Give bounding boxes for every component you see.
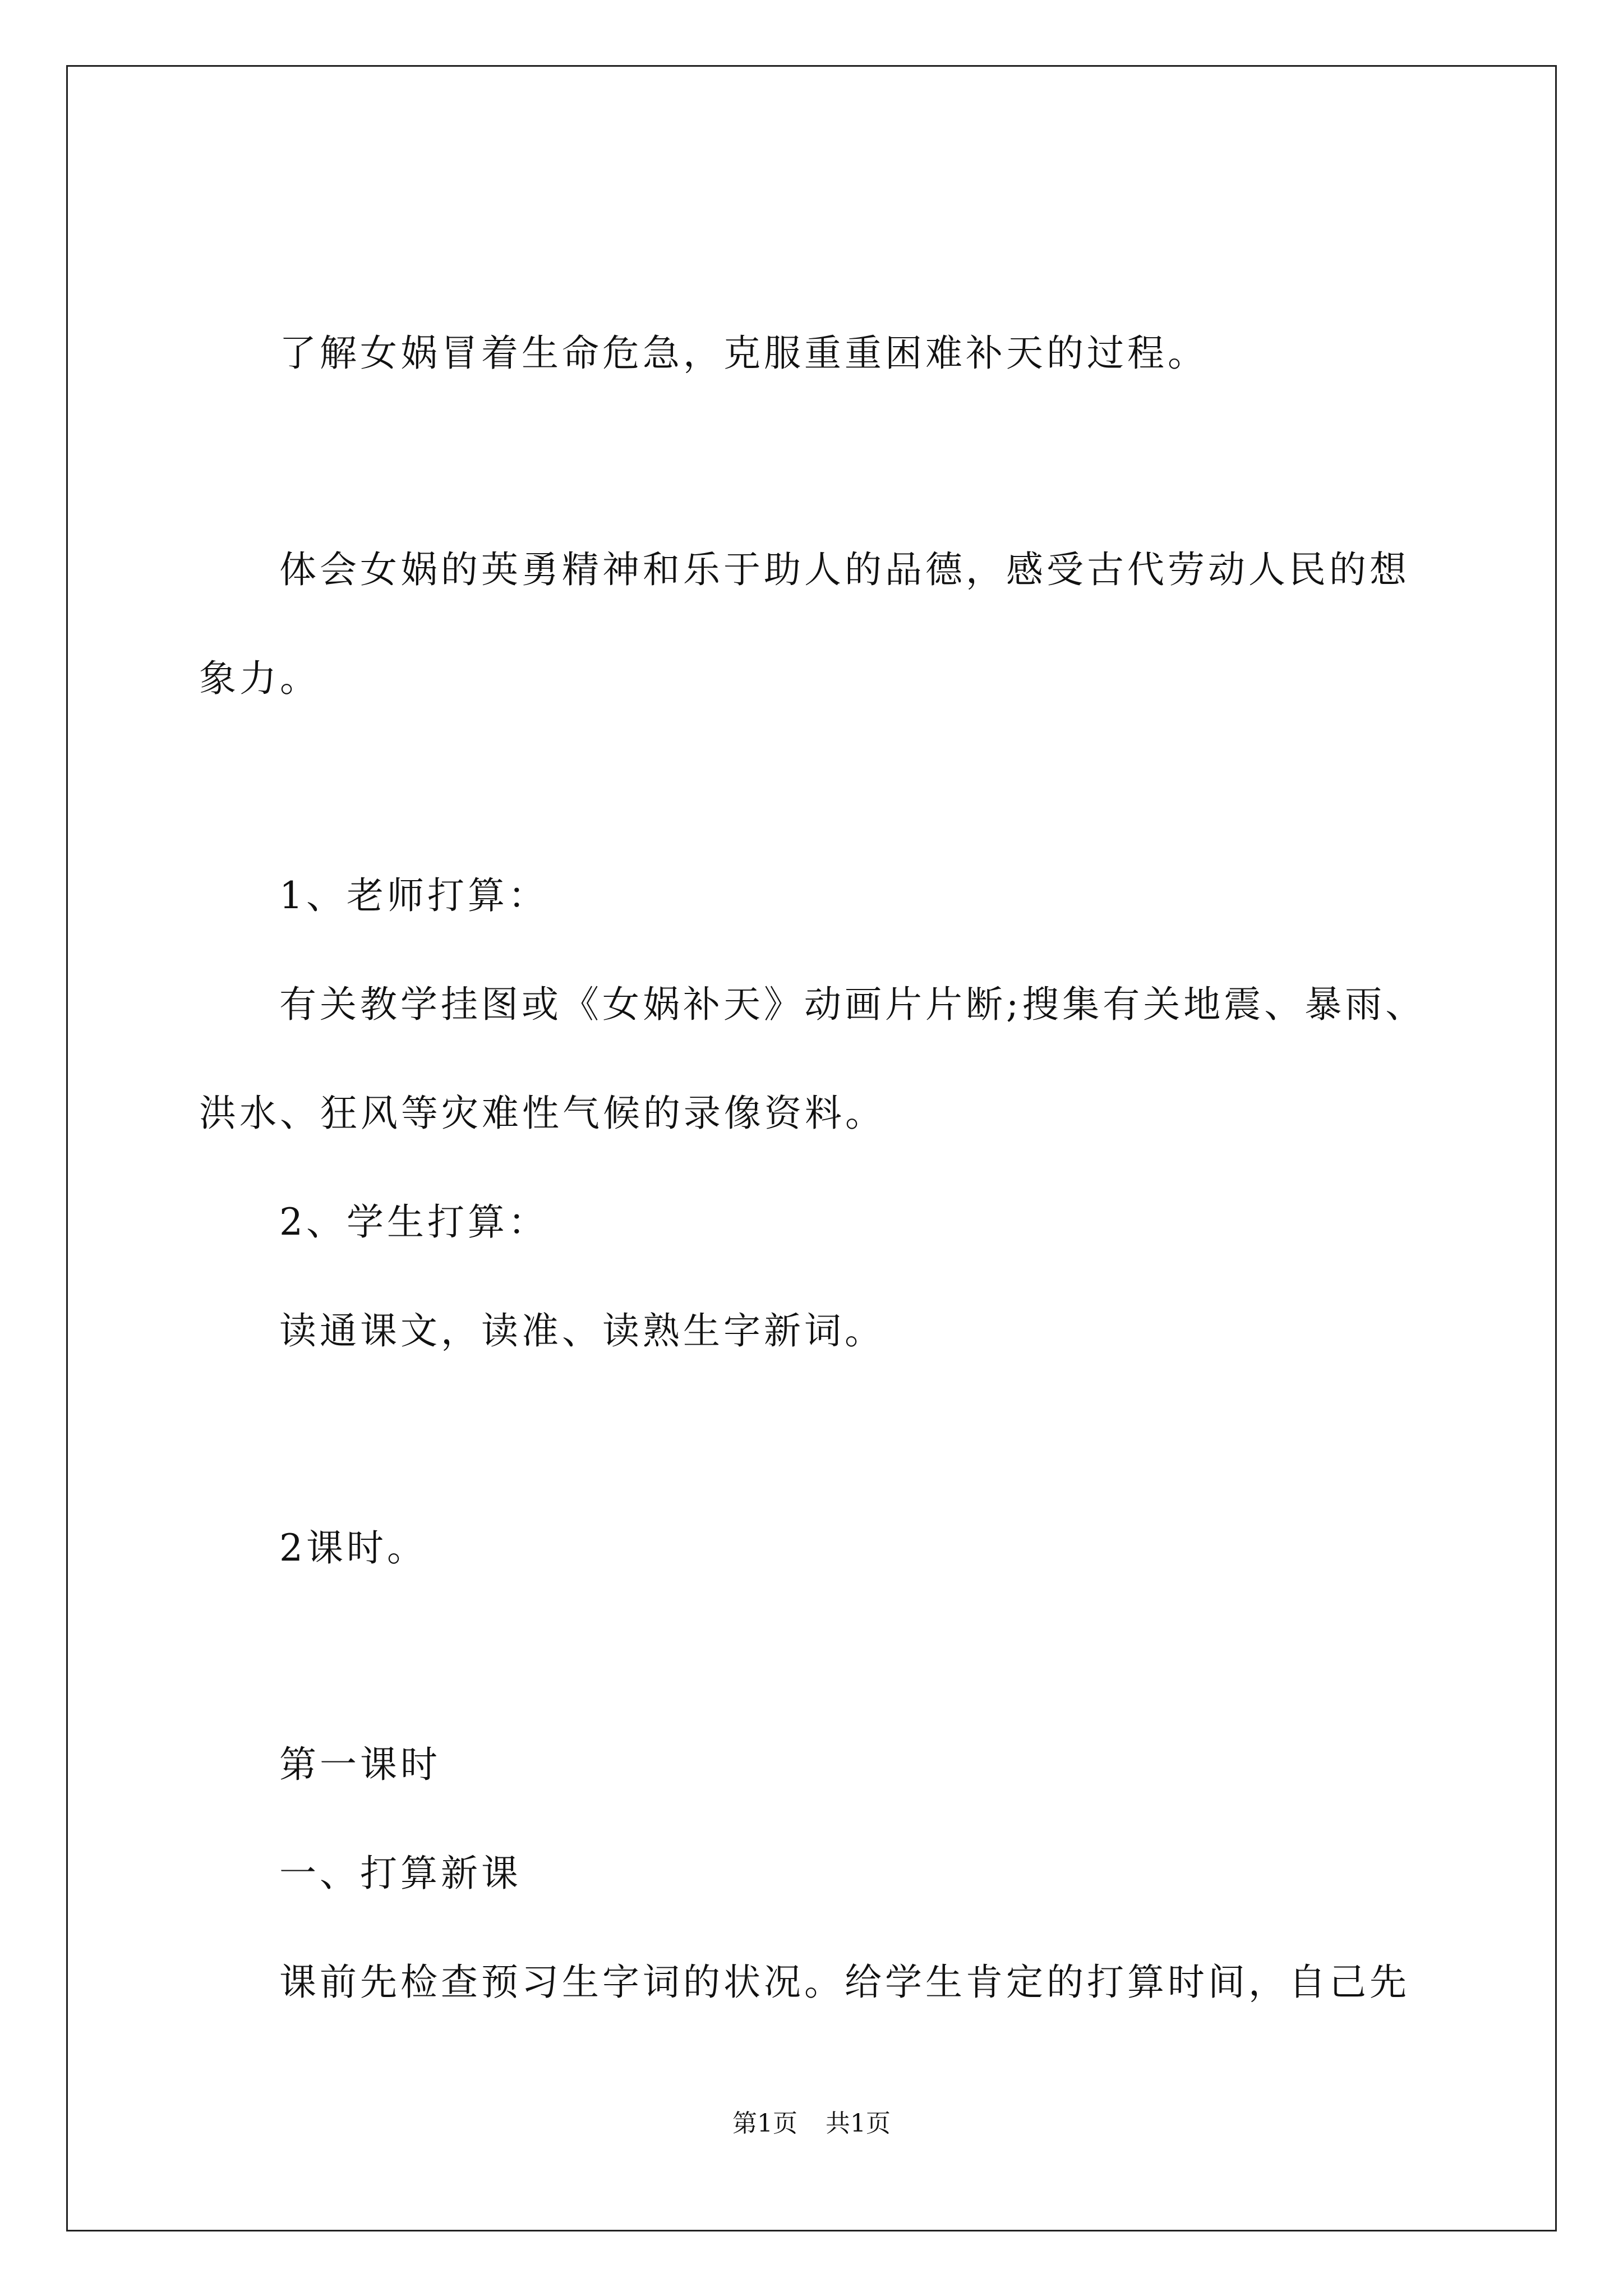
page-number-total: 共1页 [826, 2109, 891, 2138]
section-heading-teacher-prep: 1、老师打算： [279, 874, 548, 917]
paragraph-line-9: 2课时。 [279, 1526, 427, 1570]
paragraph-line-5: 有关教学挂图或《女娲补天》动画片片断;搜集有关地震、暴雨、 [279, 983, 1426, 1026]
section-heading-first-lesson: 第一课时 [279, 1743, 441, 1786]
paragraph-line-8: 读通课文，读准、读熟生字新词。 [279, 1309, 885, 1352]
page-footer [0, 2108, 1623, 2139]
paragraph-line-12: 课前先检查预习生字词的状况。给学生肯定的打算时间，自己先 [279, 1961, 1410, 2004]
section-heading-new-lesson: 一、打算新课 [279, 1852, 522, 1895]
page-border [66, 65, 1557, 2231]
paragraph-line-3: 象力。 [199, 657, 320, 700]
section-heading-student-prep: 2、学生打算： [279, 1200, 548, 1244]
paragraph-line-1: 了解女娲冒着生命危急，克服重重困难补天的过程。 [279, 332, 1208, 375]
paragraph-line-2: 体会女娲的英勇精神和乐于助人的品德，感受古代劳动人民的想 [279, 548, 1410, 591]
paragraph-line-6: 洪水、狂风等灾难性气候的录像资料。 [199, 1092, 886, 1135]
page-number-current: 第1页 [732, 2109, 797, 2138]
